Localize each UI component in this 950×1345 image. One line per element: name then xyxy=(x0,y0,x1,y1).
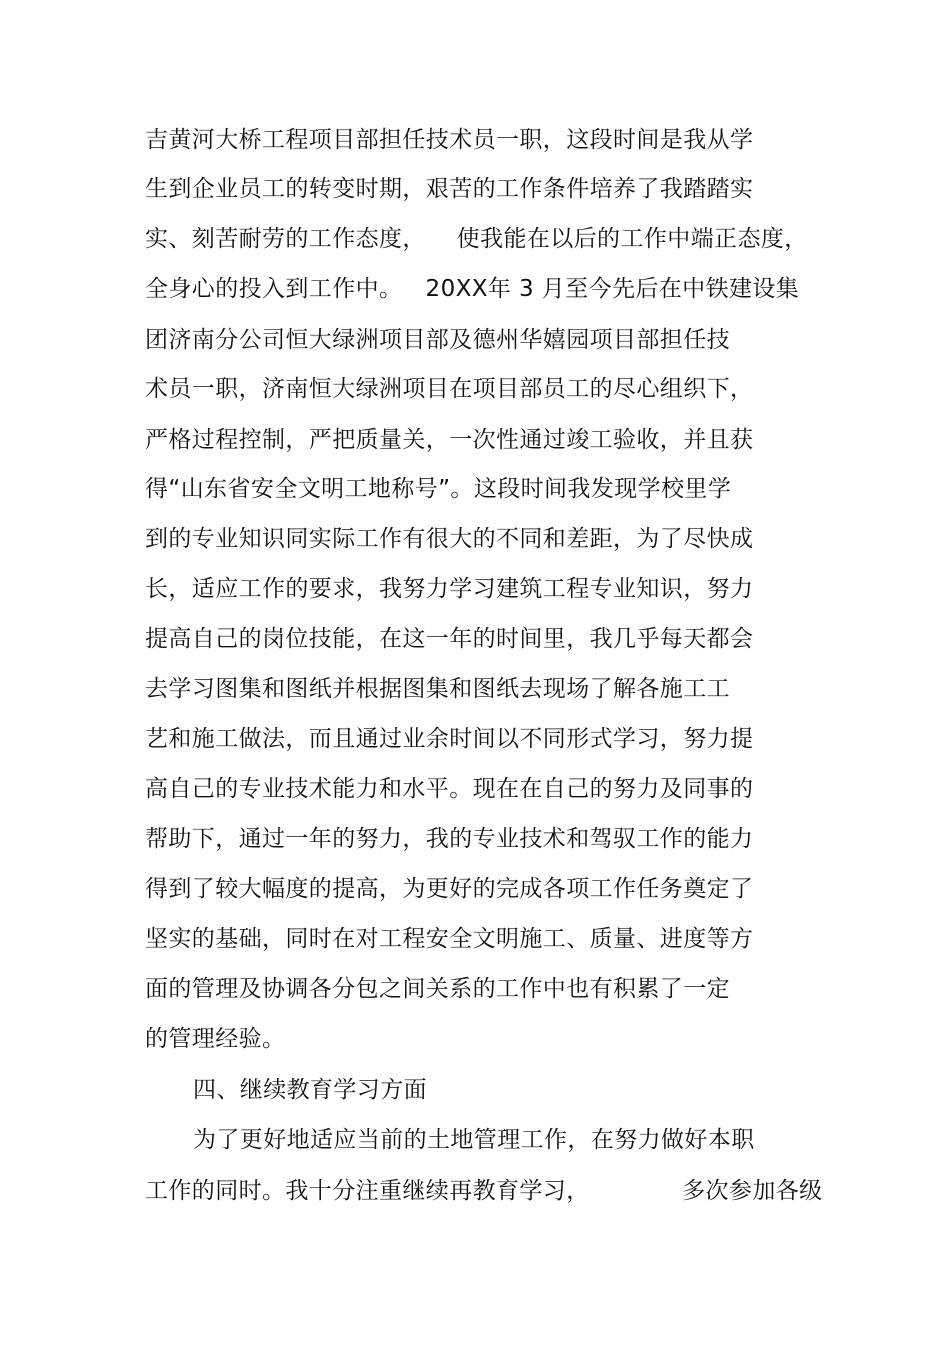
text-line: 工作的同时。我十分注重继续再教育学习， 多次参加各级 xyxy=(145,1178,823,1204)
text-line: 术员一职，济南恒大绿洲项目在项目部员工的尽心组织下， xyxy=(145,376,754,402)
text-line: 得“山东省安全文明工地称号”。这段时间我发现学校里学 xyxy=(145,476,732,502)
text-line: 高自己的专业技术能力和水平。现在在自己的努力及同事的 xyxy=(145,776,754,802)
text-line: 长，适应工作的要求，我努力学习建筑工程专业知识，努力 xyxy=(145,576,754,602)
text-line: 帮助下，通过一年的努力，我的专业技术和驾驭工作的能力 xyxy=(145,826,754,852)
text-line: 艺和施工做法，而且通过业余时间以不同形式学习，努力提 xyxy=(145,726,754,752)
text-line: 全身心的投入到工作中。 20XX年 3 月至今先后在中铁建设集 xyxy=(145,276,800,302)
text-line: 生到企业员工的转变时期，艰苦的工作条件培养了我踏踏实 xyxy=(145,176,754,202)
text-line: 坚实的基础，同时在对工程安全文明施工、质量、进度等方 xyxy=(145,926,754,952)
text-line: 严格过程控制，严把质量关，一次性通过竣工验收，并且获 xyxy=(145,427,754,453)
text-line: 提高自己的岗位技能，在这一年的时间里，我几乎每天都会 xyxy=(145,626,754,652)
text-line: 实、刻苦耐劳的工作态度， 使我能在以后的工作中端正态度， xyxy=(145,226,808,252)
section-heading: 四、继续教育学习方面 xyxy=(193,1077,427,1103)
paragraph-first-line: 为了更好地适应当前的土地管理工作，在努力做好本职 xyxy=(193,1127,755,1153)
text-line: 面的管理及协调各分包之间关系的工作中也有积累了一定 xyxy=(145,976,730,1002)
text-line: 的管理经验。 xyxy=(145,1026,286,1052)
text-line: 到的专业知识同实际工作有很大的不同和差距，为了尽快成 xyxy=(145,526,754,552)
text-line: 吉黄河大桥工程项目部担任技术员一职，这段时间是我从学 xyxy=(145,127,754,153)
text-line: 团济南分公司恒大绿洲项目部及德州华嬉园项目部担任技 xyxy=(145,327,730,353)
text-line: 得到了较大幅度的提高，为更好的完成各项工作任务奠定了 xyxy=(145,876,754,902)
text-line: 去学习图集和图纸并根据图集和图纸去现场了解各施工工 xyxy=(145,676,730,702)
